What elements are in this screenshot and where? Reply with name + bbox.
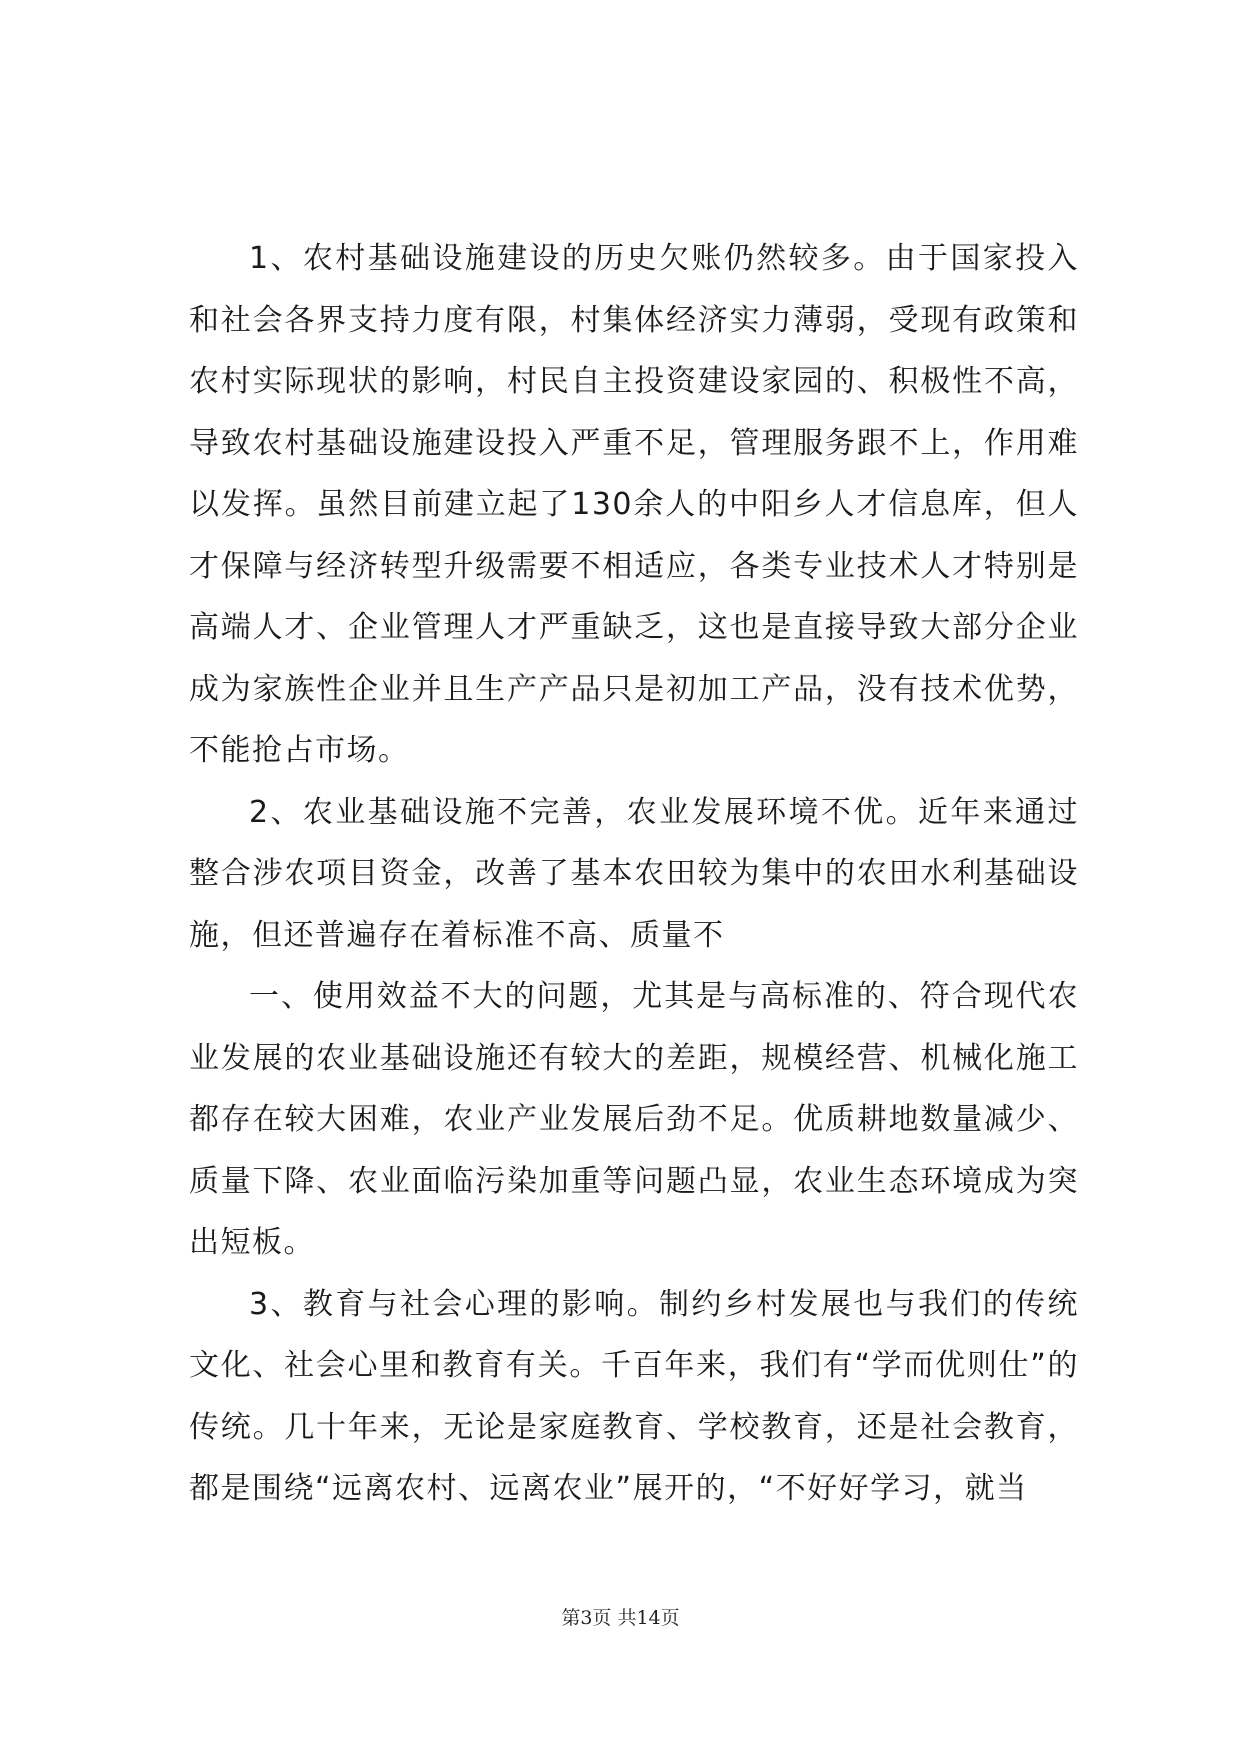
- page-number-footer: 第3页 共14页: [561, 1607, 680, 1629]
- document-body: [189, 228, 1079, 1520]
- paragraph-4: 3、教育与社会心理的影响。制约乡村发展也与我们的传统文化、社会心里和教育有关。千百年来，我们有“学而优则仕”的传统。几十年来，无论是家庭教育、学校教育，还是社会教育，都是围绕“远离农村、远离农业”展开的，“不好好学习，就当: [189, 1286, 1079, 1506]
- paragraph-3: 一、使用效益不大的问题，尤其是与高标准的、符合现代农业发展的农业基础设施还有较大的差距，规模经营、机械化施工都存在较大困难，农业产业发展后劲不足。优质耕地数量减少、质量下降、农业面临污染加重等问题凸显，农业生态环境成为突出短板。: [189, 979, 1079, 1260]
- paragraph-2: 2、农业基础设施不完善，农业发展环境不优。近年来通过整合涉农项目资金，改善了基本农田较为集中的农田水利基础设施，但还普遍存在着标准不高、质量不: [189, 794, 1079, 953]
- paragraph-1: 1、农村基础设施建设的历史欠账仍然较多。由于国家投入和社会各界支持力度有限，村集体经济实力薄弱，受现有政策和农村实际现状的影响，村民自主投资建设家园的、积极性不高，导致农村基础设施建设投入严重不足，管理服务跟不上，作用难以发挥。虽然目前建立起了130余人的中阳乡人才信息库，但人才保障与经济转型升级需要不相适应，各类专业技术人才特别是高端人才、企业管理人才严重缺乏，这也是直接导致大部分企业成为家族性企业并且生产产品只是初加工产品，没有技术优势，不能抢占市场。: [189, 241, 1079, 768]
